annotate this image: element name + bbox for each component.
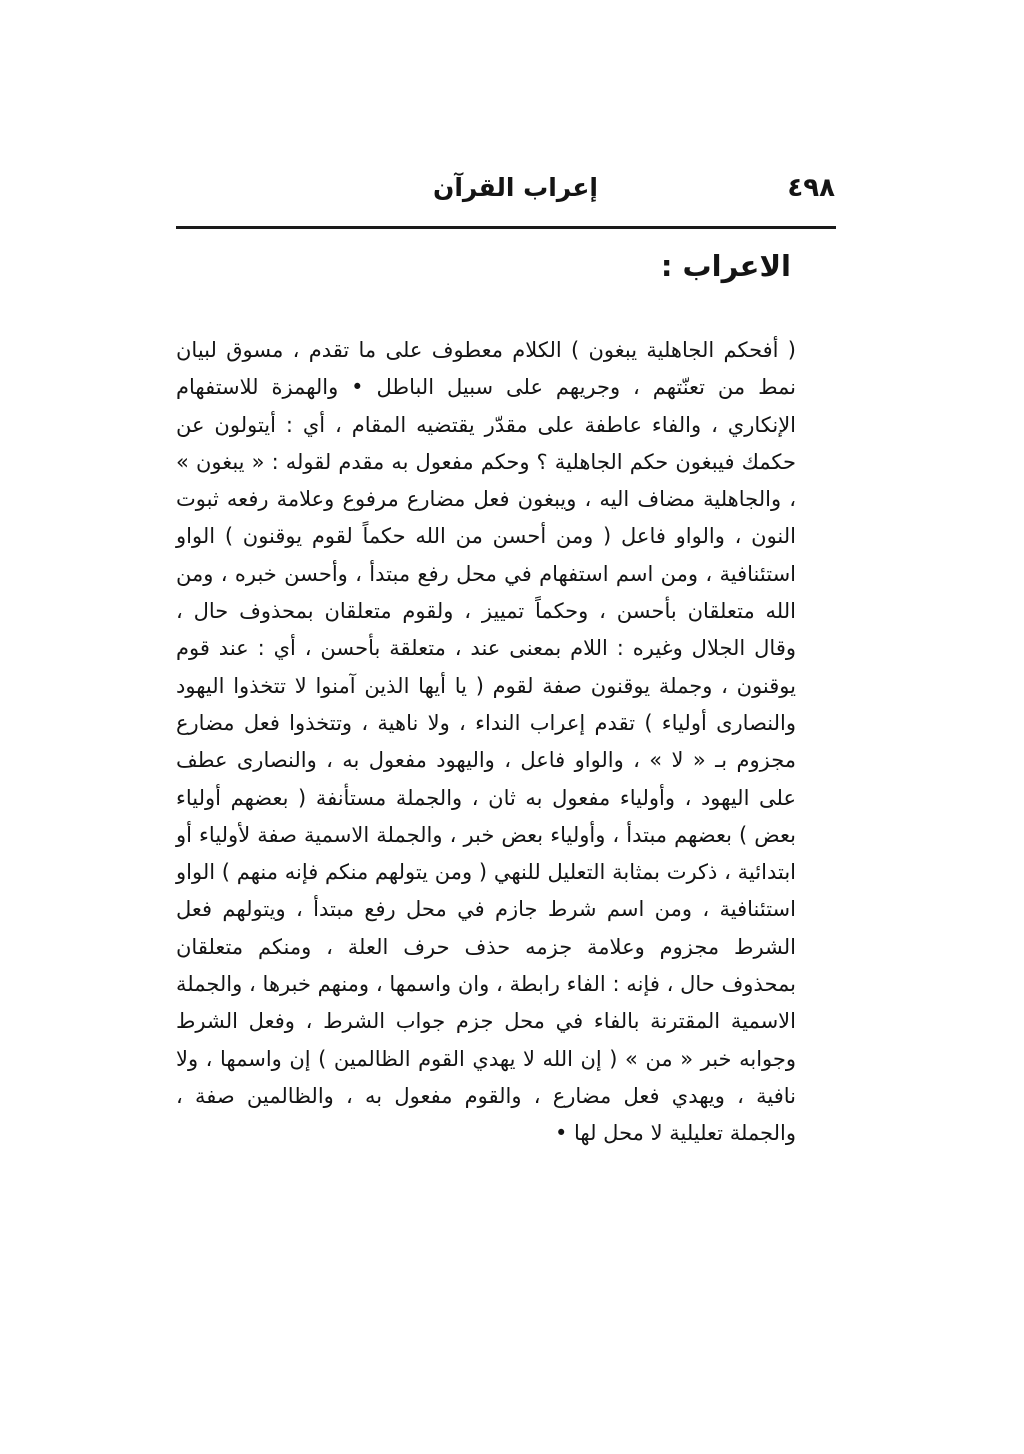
header-divider bbox=[176, 226, 836, 229]
page-header bbox=[175, 168, 835, 208]
page-number: ٤٩٨ bbox=[787, 173, 835, 203]
body-text bbox=[176, 332, 796, 1153]
section-heading: الاعراب : bbox=[660, 249, 791, 283]
running-title: إعراب القرآن bbox=[433, 173, 599, 202]
body-paragraph: ( أفحكم الجاهلية يبغون ) الكلام معطوف على ما تقدم ، مسوق لبيان نمط من تعنّتهم ، وجريهم على سبيل الباطل • والهمزة للاستفهام الإنكاري ، والفاء عاطفة على مقدّر يقتضيه المقام ، أي : أيتولون عن حكمك فيبغون حكم الجاهلية ؟ وحكم مفعول به مقدم لقوله : « يبغون » ، والجاهلية مضاف اليه ، ويبغون فعل مضارع مرفوع وعلامة رفعه ثبوت النون ، والواو فاعل ( ومن أحسن من الله حكماً لقوم يوقنون ) الواو استئنافية ، ومن اسم استفهام في محل رفع مبتدأ ، وأحسن خبره ، ومن الله متعلقان بأحسن ، وحكماً تمييز ، ولقوم متعلقان بمحذوف حال ، وقال الجلال وغيره : اللام بمعنى عند ، متعلقة بأحسن ، أي : عند قوم يوقنون ، وجملة يوقنون صفة لقوم ( يا أيها الذين آمنوا لا تتخذوا اليهود والنصارى أولياء ) تقدم إعراب النداء ، ولا ناهية ، وتتخذوا فعل مضارع مجزوم بـ « لا » ، والواو فاعل ، واليهود مفعول به ، والنصارى عطف على اليهود ، وأولياء مفعول به ثان ، والجملة مستأنفة ( بعضهم أولياء بعض ) بعضهم مبتدأ ، وأولياء بعض خبر ، والجملة الاسمية صفة لأولياء أو ابتدائية ، ذكرت بمثابة التعليل للنهي ( ومن يتولهم منكم فإنه منهم ) الواو استئنافية ، ومن اسم شرط جازم في محل رفع مبتدأ ، ويتولهم فعل الشرط مجزوم وعلامة جزمه حذف حرف العلة ، ومنكم متعلقان بمحذوف حال ، فإنه : الفاء رابطة ، وان واسمها ، ومنهم خبرها ، والجملة الاسمية المقترنة بالفاء في محل جزم جواب الشرط ، وفعل الشرط وجوابه خبر « من » ( إن الله لا يهدي القوم الظالمين ) إن واسمها ، ولا نافية ، ويهدي فعل مضارع ، والقوم مفعول به ، والظالمين صفة ، والجملة تعليلية لا محل لها • bbox=[176, 338, 796, 1146]
